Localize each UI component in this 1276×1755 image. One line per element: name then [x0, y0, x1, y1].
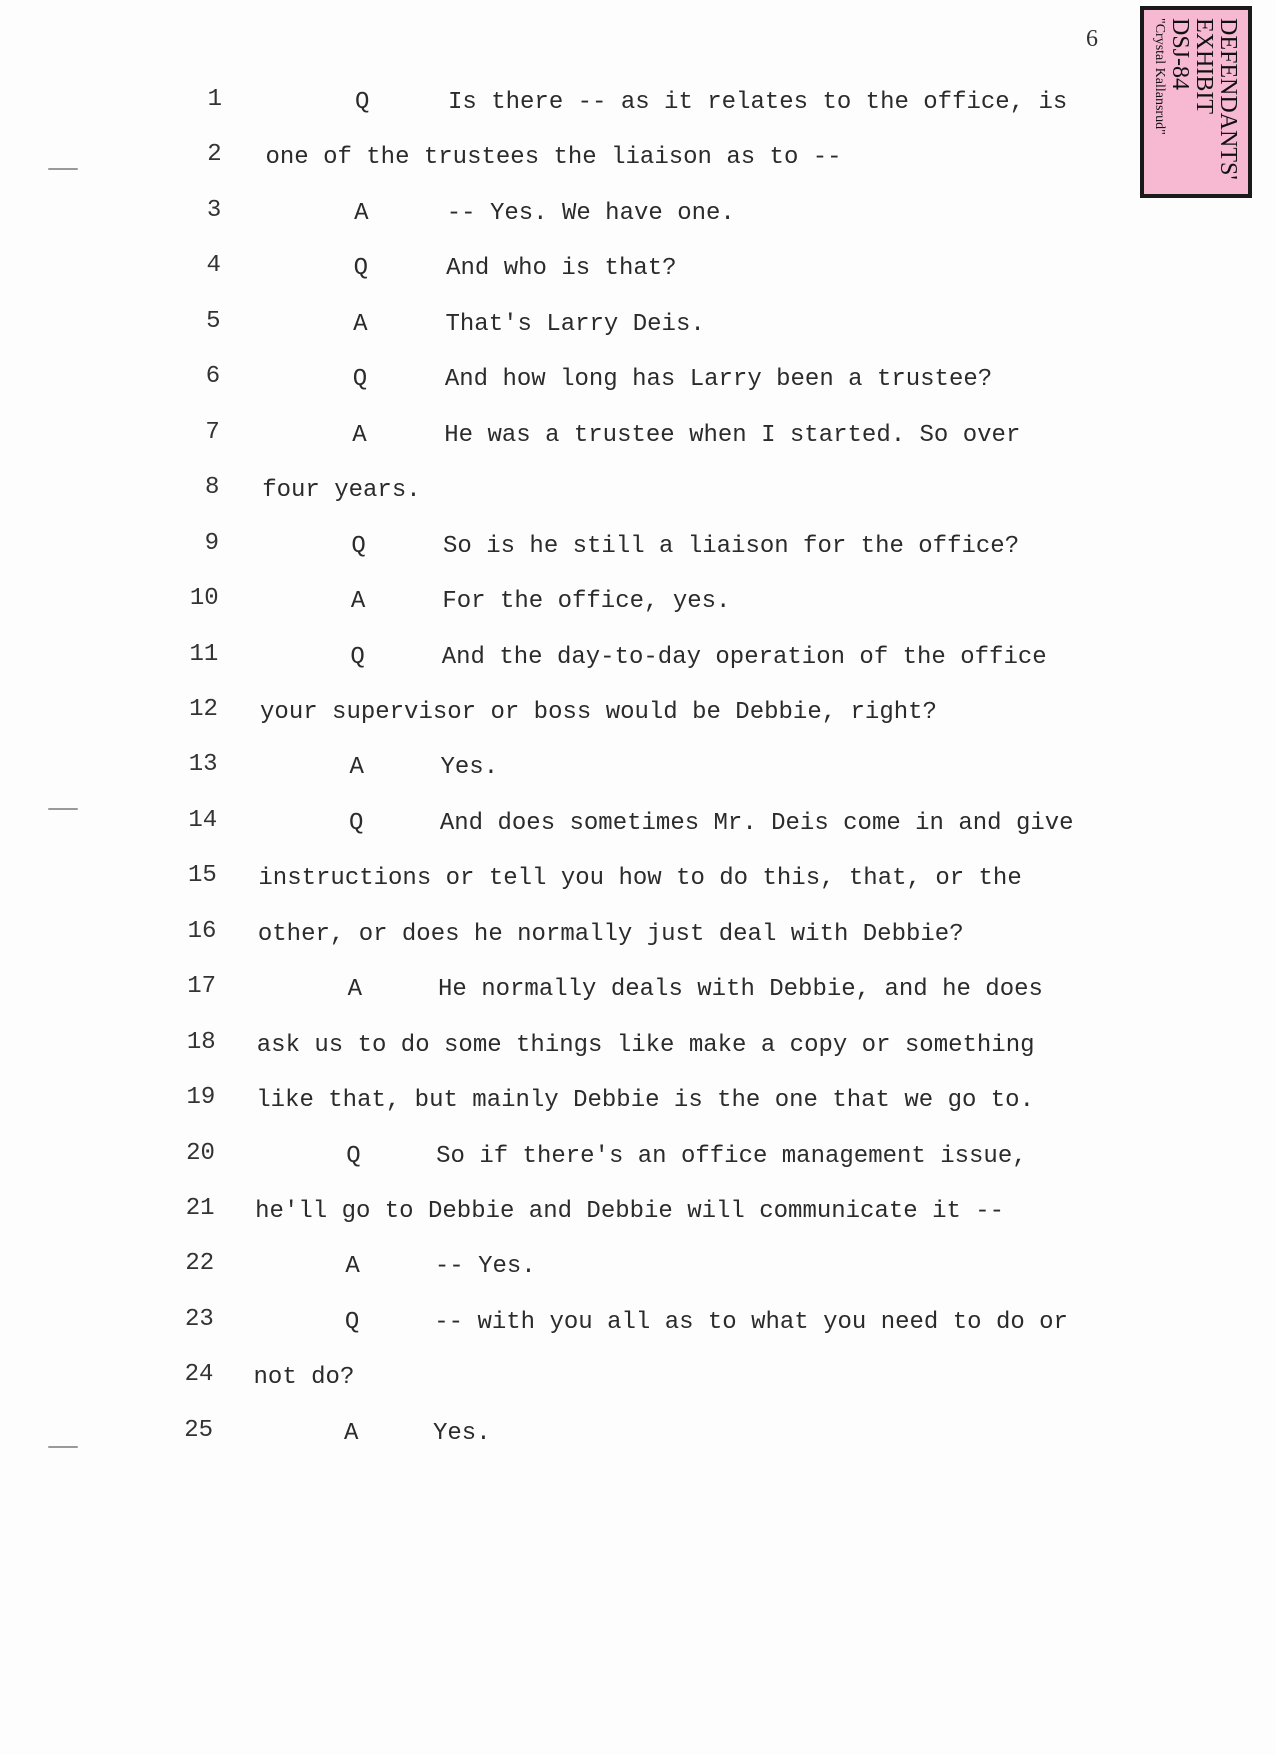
speaker-label: Q: [353, 255, 369, 283]
testimony-text: He was a trustee when I started. So over: [444, 421, 1021, 449]
testimony-text: He normally deals with Debbie, and he does: [438, 976, 1043, 1004]
exhibit-sticker-witness: "Crystal Kallansrud": [1152, 18, 1167, 135]
line-number: 6: [205, 363, 221, 391]
speaker-label: Q: [350, 643, 365, 671]
line-number: 5: [206, 307, 221, 335]
transcript-line: [0, 1250, 1276, 1290]
line-number: 19: [186, 1084, 216, 1112]
testimony-text: So is he still a liaison for the office?: [443, 532, 1020, 560]
exhibit-sticker-party: DEFENDANTS': [1215, 18, 1241, 180]
line-number: 16: [187, 917, 217, 945]
transcript-line: [0, 86, 1276, 126]
exhibit-sticker-label: EXHIBIT: [1191, 18, 1217, 114]
line-number: 17: [187, 973, 216, 1001]
testimony-text: Yes.: [440, 754, 499, 782]
line-number: 2: [207, 141, 222, 169]
transcript-line: [0, 641, 1276, 681]
line-number: 3: [206, 196, 222, 224]
page-number: 6: [1086, 26, 1098, 52]
testimony-text: your supervisor or boss would be Debbie, right?: [260, 698, 937, 726]
testimony-text: ask us to do some things like make a copy or something: [256, 1031, 1035, 1059]
speaker-label: A: [347, 976, 363, 1004]
transcript-line: [0, 1195, 1276, 1235]
line-number: 13: [188, 751, 218, 779]
testimony-text: And the day-to-day operation of the office: [441, 643, 1047, 671]
transcript-line: [0, 585, 1276, 625]
line-number: 11: [189, 640, 219, 668]
line-number: 20: [186, 1139, 215, 1167]
testimony-text: -- Yes.: [434, 1253, 536, 1281]
speaker-label: Q: [355, 89, 370, 116]
speaker-label: A: [354, 199, 369, 227]
transcript-line: [0, 696, 1276, 736]
line-number: 24: [184, 1361, 214, 1389]
transcript-line: [0, 1029, 1276, 1069]
transcript-line: [0, 1084, 1276, 1124]
testimony-text: like that, but mainly Debbie is the one that we go to.: [256, 1087, 1034, 1115]
speaker-label: A: [350, 588, 366, 616]
testimony-text: And how long has Larry been a trustee?: [444, 366, 993, 394]
transcript-line: [0, 807, 1276, 847]
line-number: 12: [189, 695, 218, 723]
transcript-line: [0, 1417, 1276, 1457]
speaker-label: A: [345, 1253, 360, 1281]
transcript-line: [0, 197, 1276, 237]
transcript-line: [0, 1140, 1276, 1180]
transcript-line: [0, 419, 1276, 459]
testimony-text: four years.: [262, 477, 421, 505]
line-number: 7: [205, 418, 220, 446]
line-number: 15: [187, 862, 217, 890]
transcript-line: [0, 1361, 1276, 1401]
testimony-text: And who is that?: [446, 255, 677, 283]
transcript-line: [0, 1306, 1276, 1346]
exhibit-sticker-id: DSJ-84: [1167, 18, 1193, 91]
line-number: 4: [206, 252, 221, 280]
line-number: 23: [184, 1305, 214, 1333]
testimony-text: -- with you all as to what you need to do or: [434, 1308, 1068, 1336]
line-number: 22: [185, 1250, 215, 1278]
line-number: 18: [186, 1028, 216, 1056]
speaker-label: A: [353, 310, 368, 338]
testimony-text: And does sometimes Mr. Deis come in and give: [439, 809, 1074, 837]
speaker-label: Q: [351, 532, 366, 560]
testimony-text: Is there -- as it relates to the office, is: [448, 89, 1068, 116]
testimony-text: That's Larry Deis.: [445, 310, 705, 338]
line-number: 1: [207, 86, 222, 113]
transcript-line: [0, 363, 1276, 403]
transcript-line: [0, 973, 1276, 1013]
testimony-text: instructions or tell you how to do this, that, or the: [258, 865, 1022, 893]
transcript-line: [0, 141, 1276, 181]
transcript-line: [0, 308, 1276, 348]
line-number: 9: [204, 529, 219, 557]
transcript-line: [0, 751, 1276, 791]
speaker-label: Q: [349, 809, 364, 837]
line-number: 10: [189, 585, 219, 613]
speaker-label: A: [349, 754, 364, 782]
line-number: 14: [188, 806, 218, 834]
speaker-label: Q: [344, 1308, 360, 1336]
transcript-line: [0, 474, 1276, 514]
testimony-text: -- Yes. We have one.: [446, 199, 735, 227]
testimony-text: So if there's an office management issue,: [436, 1142, 1027, 1170]
testimony-text: he'll go to Debbie and Debbie will communicate it --: [255, 1198, 1005, 1225]
transcript-line: [0, 252, 1276, 292]
transcript-line: [0, 918, 1276, 958]
testimony-text: Yes.: [433, 1419, 491, 1447]
line-number: 21: [185, 1195, 215, 1222]
testimony-text: other, or does he normally just deal with Debbie?: [257, 920, 964, 948]
speaker-label: A: [344, 1419, 359, 1447]
testimony-text: one of the trustees the liaison as to --: [265, 144, 842, 172]
speaker-label: A: [352, 421, 367, 449]
transcript-line: [0, 862, 1276, 902]
speaker-label: Q: [352, 366, 368, 394]
line-number: 25: [184, 1416, 213, 1444]
testimony-text: For the office, yes.: [442, 588, 731, 616]
speaker-label: Q: [346, 1142, 361, 1170]
transcript-line: [0, 530, 1276, 570]
testimony-text: not do?: [253, 1364, 355, 1392]
line-number: 8: [204, 474, 220, 502]
